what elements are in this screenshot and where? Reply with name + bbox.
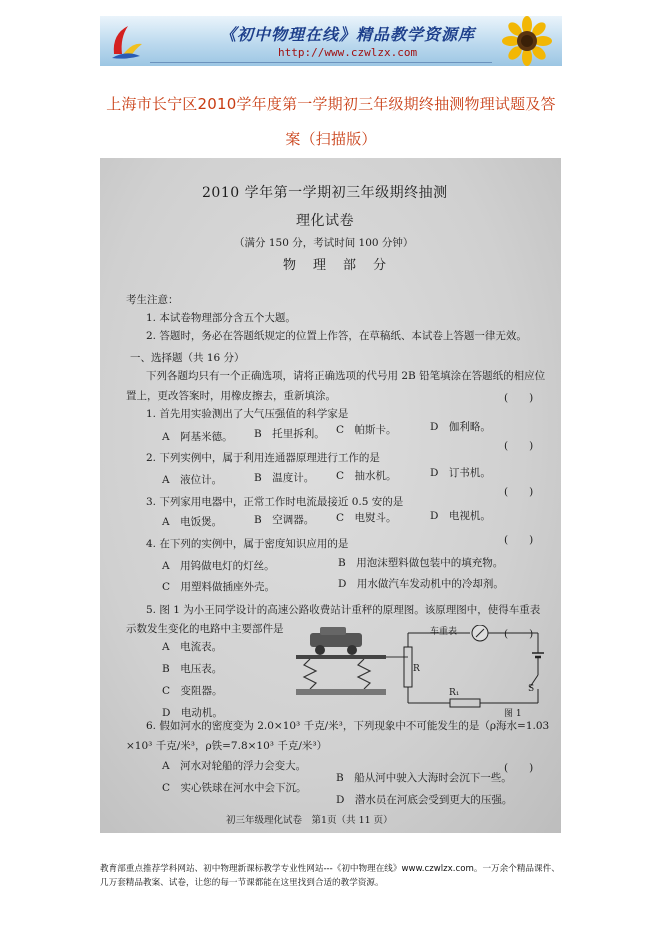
page-footer: 初三年级理化试卷 第1页（共 11 页） <box>226 815 393 826</box>
section-instructions: 置上，更改答案时，用橡皮擦去，重新填涂。 <box>126 390 336 402</box>
exam-part: 物 理 部 分 <box>283 258 389 273</box>
question-text: 1. 首先用实验测出了大气压强值的科学家是 <box>146 408 349 420</box>
option: B 托里拆利。 <box>254 428 325 440</box>
option: A 河水对轮船的浮力会变大。 <box>162 760 307 772</box>
option: C 实心铁球在河水中会下沉。 <box>162 782 307 794</box>
option: D 电视机。 <box>430 510 491 522</box>
exam-header: 2010 学年第一学期初三年级期终抽测 <box>202 185 448 201</box>
option: B 船从河中驶入大海时会沉下一些。 <box>336 772 512 784</box>
notice-title: 考生注意： <box>126 294 179 306</box>
answer-bracket: ( ) <box>504 486 534 498</box>
section-title: 一、选择题（共 16 分） <box>130 352 245 364</box>
answer-bracket: ( ) <box>504 628 534 640</box>
option: D 伽利略。 <box>430 421 491 433</box>
document-title: 上海市长宁区2010学年度第一学期初三年级期终抽测物理试题及答案（扫描版） <box>106 95 556 148</box>
scanned-exam-page <box>100 158 561 833</box>
answer-bracket: ( ) <box>504 440 534 452</box>
site-footer: 教育部重点推荐学科网站、初中物理新课标教学专业性网站---《初中物理在线》www.czwlzx.com。一万余个精品课件、几万套精品教案、试卷，让您的每一节课都能在这里找到合适的教学资源。 <box>100 864 560 888</box>
question-text: 6. 假如河水的密度变为 2.0×10³ 千克/米³，下列现象中不可能发生的是（ρ海水=1.03 <box>146 720 550 732</box>
question-text: 5. 图 1 为小王同学设计的高速公路收费站计重秤的原理图。该原理图中，使得车重表 <box>146 604 541 616</box>
option: B 温度计。 <box>254 472 315 484</box>
fig-r-label: R <box>413 664 420 674</box>
question-text: 3. 下列家用电器中，正常工作时电流最接近 0.5 安的是 <box>146 496 404 508</box>
question-text: ×10³ 千克/米³，ρ铁=7.8×10³ 千克/米³） <box>126 740 328 752</box>
option: B 空调器。 <box>254 514 315 526</box>
fig-caption: 图 1 <box>504 709 522 719</box>
option: D 电动机。 <box>162 707 223 719</box>
answer-bracket: ( ) <box>504 762 534 774</box>
notice-item: 2. 答题时，务必在答题纸规定的位置上作答，在草稿纸、本试卷上答题一律无效。 <box>146 330 527 342</box>
exam-subject: 理化试卷 <box>296 213 354 229</box>
site-logo-icon <box>106 20 146 62</box>
option: A 用钨做电灯的灯丝。 <box>162 560 275 572</box>
banner-url[interactable]: http://www.czwlzx.com <box>278 46 418 59</box>
option: C 电熨斗。 <box>336 512 397 524</box>
exam-note: （满分 150 分，考试时间 100 分钟） <box>234 237 414 249</box>
fig-s-label: S <box>528 684 535 694</box>
answer-bracket: ( ) <box>504 392 534 404</box>
option: D 订书机。 <box>430 467 491 479</box>
option: A 阿基米德。 <box>162 431 233 443</box>
option: D 潜水员在河底会受到更大的压强。 <box>336 794 513 806</box>
banner-divider <box>150 62 492 63</box>
question-text: 示数发生变化的电路中主要部件是 <box>126 623 284 635</box>
option: A 电饭煲。 <box>162 516 223 528</box>
sunflower-icon <box>492 16 562 66</box>
option: A 电流表。 <box>162 641 223 653</box>
question-text: 2. 下列实例中，属于利用连通器原理进行工作的是 <box>146 452 380 464</box>
question-text: 4. 在下列的实例中，属于密度知识应用的是 <box>146 538 349 550</box>
option: C 抽水机。 <box>336 470 397 482</box>
option: B 用泡沫塑料做包装中的填充物。 <box>338 557 504 569</box>
site-banner <box>100 16 562 66</box>
option: A 液位计。 <box>162 474 223 486</box>
fig-r1-label: R₁ <box>449 688 460 698</box>
answer-bracket: ( ) <box>504 534 534 546</box>
option: C 变阻器。 <box>162 685 223 697</box>
circuit-figure <box>290 625 550 715</box>
option: C 帕斯卡。 <box>336 424 397 436</box>
section-instructions: 下列各题均只有一个正确选项，请将正确选项的代号用 2B 铅笔填涂在答题纸的相应位 <box>146 370 546 382</box>
notice-item: 1. 本试卷物理部分含五个大题。 <box>146 312 296 324</box>
option: D 用水做汽车发动机中的冷却剂。 <box>338 578 504 590</box>
banner-title: 《初中物理在线》精品教学资源库 <box>220 25 476 44</box>
option: B 电压表。 <box>162 663 223 675</box>
option: C 用塑料做插座外壳。 <box>162 581 276 593</box>
fig-meter-label: 车重表 <box>430 627 458 637</box>
